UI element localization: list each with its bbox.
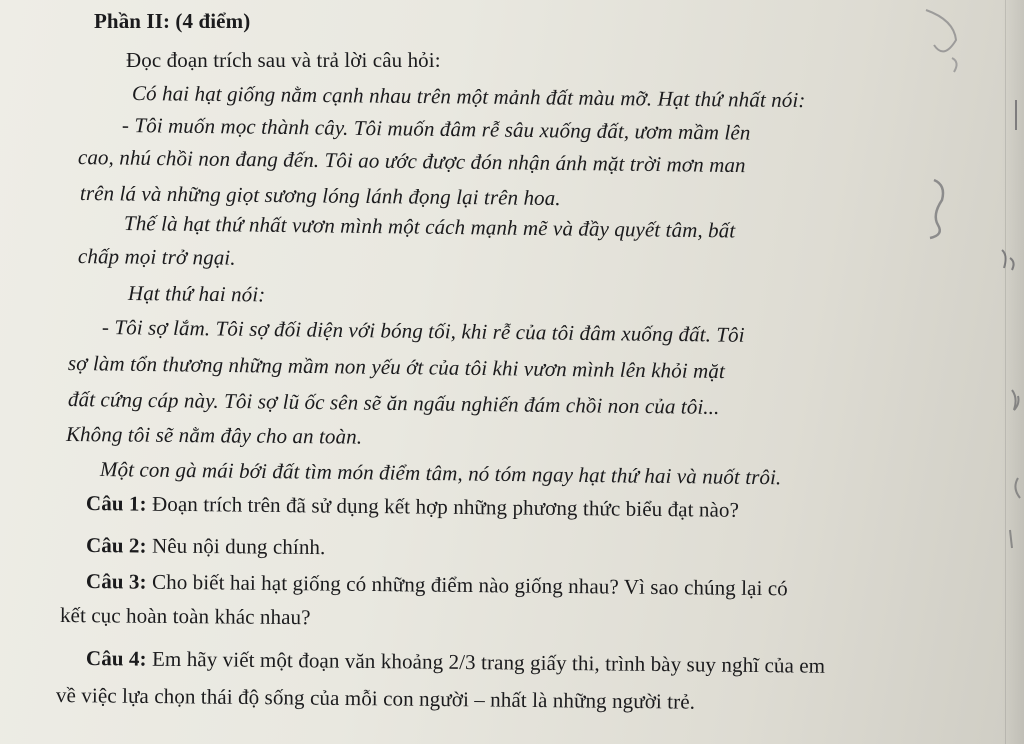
question-2 <box>86 532 326 560</box>
passage-line-3: cao, nhú chồi non đang đến. Tôi ao ước được đón nhận ánh mặt trời mơn man <box>77 145 746 178</box>
passage-line-11: Không tôi sẽ nằm đây cho an toàn. <box>65 422 363 449</box>
question-3-label: Câu 3: <box>85 569 147 594</box>
passage-line-5: Thế là hạt thứ nhất vươn mình một cách mạnh mẽ và đầy quyết tâm, bất <box>123 211 736 243</box>
question-1-text: Đoạn trích trên đã sử dụng kết hợp những phương thức biểu đạt nào? <box>151 491 740 522</box>
question-3 <box>86 568 788 601</box>
passage-line-2: - Tôi muốn mọc thành cây. Tôi muốn đâm rễ sâu xuống đất, ươm mầm lên <box>121 113 751 145</box>
passage-line-7: Hạt thứ hai nói: <box>127 281 266 307</box>
passage-line-1: Có hai hạt giống nằm cạnh nhau trên một mảnh đất màu mỡ. Hạt thứ nhất nói: <box>131 81 806 113</box>
question-1-label: Câu 1: <box>85 491 147 516</box>
question-2-text: Nêu nội dung chính. <box>151 533 326 560</box>
question-3-continuation: kết cục hoàn toàn khác nhau? <box>59 603 311 630</box>
passage-line-4: trên lá và những giọt sương lóng lánh đọng lại trên hoa. <box>79 181 561 211</box>
question-4 <box>86 645 825 679</box>
passage-line-8: - Tôi sợ lắm. Tôi sợ đối diện với bóng tối, khi rễ của tôi đâm xuống đất. Tôi <box>101 315 745 347</box>
question-3-text-line-1: Cho biết hai hạt giống có những điểm nào giống nhau? Vì sao chúng lại có <box>151 569 788 601</box>
passage-line-10: đất cứng cáp này. Tôi sợ lũ ốc sên sẽ ăn ngấu nghiến đám chồi non của tôi... <box>67 387 720 419</box>
section-title: Phần II: (4 điểm) <box>94 9 251 33</box>
question-4-text-line-1: Em hãy viết một đoạn văn khoảng 2/3 trang giấy thi, trình bày suy nghĩ của em <box>151 646 826 678</box>
passage-line-12: Một con gà mái bới đất tìm món điểm tâm, nó tóm ngay hạt thứ hai và nuốt trôi. <box>99 457 782 490</box>
question-2-label: Câu 2: <box>85 533 147 558</box>
question-4-continuation: về việc lựa chọn thái độ sống của mỗi con người – nhất là những người trẻ. <box>55 683 696 714</box>
paper-fold-shadow <box>1002 0 1024 744</box>
question-4-label: Câu 4: <box>85 646 147 671</box>
question-1 <box>86 490 739 523</box>
passage-line-9: sợ làm tổn thương những mầm non yếu ớt của tôi khi vươn mình lên khỏi mặt <box>67 351 726 384</box>
instruction-text: Đọc đoạn trích sau và trả lời câu hỏi: <box>126 48 441 72</box>
passage-line-6: chấp mọi trở ngại. <box>77 244 236 270</box>
